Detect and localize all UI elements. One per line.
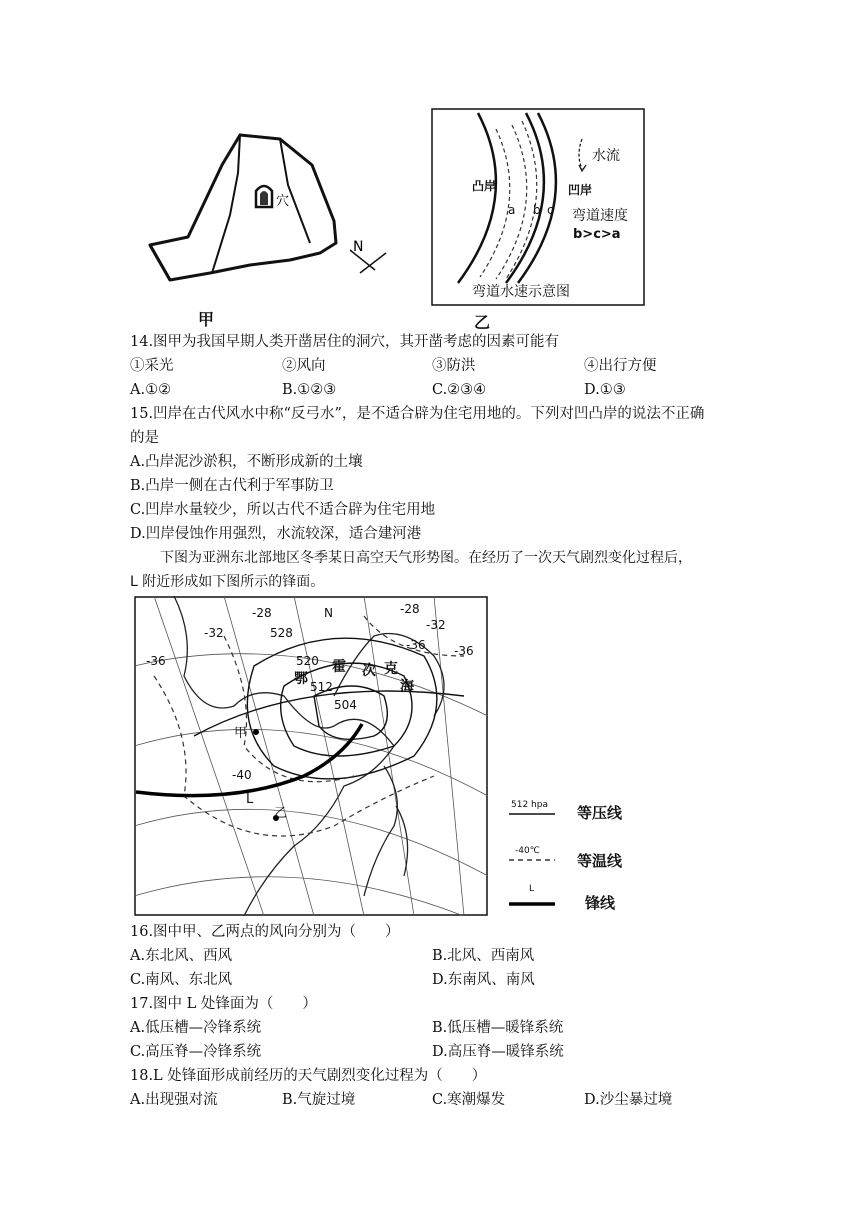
isotherm-label-4: -32 <box>426 618 446 632</box>
q17-stem: 17.图中 L 处锋面为（ ） <box>130 996 317 1012</box>
q15-option-b[interactable]: B.凸岸一侧在古代利于军事防卫 <box>130 478 334 494</box>
q17-option-b[interactable]: B.低压槽—暖锋系统 <box>432 1020 564 1036</box>
bend-caption: 弯道水速示意图 <box>472 284 570 300</box>
isotherm-label-5: -36 <box>146 654 166 668</box>
water-flow-label: 水流 <box>592 148 620 164</box>
isobar-512: 512 <box>310 680 333 694</box>
q17-option-c[interactable]: C.高压脊—冷锋系统 <box>130 1044 262 1060</box>
q18-option-c[interactable]: C.寒潮爆发 <box>432 1092 506 1108</box>
q14-item-4: ④出行方便 <box>584 358 657 374</box>
weather-map <box>134 596 488 916</box>
figure-jia-label: 甲 <box>198 310 215 329</box>
isotherm-label-1: -28 <box>252 606 272 620</box>
q14-item-2: ②风向 <box>282 358 326 374</box>
q16-option-d[interactable]: D.东南风、南风 <box>432 972 535 988</box>
q16-option-b[interactable]: B.北风、西南风 <box>432 948 535 964</box>
speed-order-label: b>c>a <box>573 227 621 242</box>
q14-option-c[interactable]: C.②③④ <box>432 382 487 398</box>
q18-stem: 18.L 处锋面形成前经历的天气剧烈变化过程为（ ） <box>130 1068 487 1084</box>
convex-bank-label: 凸岸 <box>472 179 497 193</box>
isotherm-label-2: -28 <box>400 602 420 616</box>
q14-item-1: ①采光 <box>130 358 174 374</box>
isotherm-label-7: -36 <box>454 644 474 658</box>
q18-option-a[interactable]: A.出现强对流 <box>130 1092 218 1108</box>
isobar-520: 520 <box>296 654 319 668</box>
isotherm-label-3: -32 <box>204 626 224 640</box>
point-yi-label: 乙 <box>274 806 288 821</box>
q16-stem: 16.图中甲、乙两点的风向分别为（ ） <box>130 924 400 940</box>
q14-option-d[interactable]: D.①③ <box>584 382 626 398</box>
q14-option-b[interactable]: B.①②③ <box>282 382 337 398</box>
point-jia-marker <box>253 729 259 735</box>
legend-isotherm-sample: -40℃ <box>515 846 540 856</box>
legend-front-label: 锋线 <box>585 894 616 912</box>
legend-front-sample: L <box>529 884 535 894</box>
q14-item-3: ③防洪 <box>432 358 476 374</box>
q15-stem-line2: 的是 <box>130 430 159 446</box>
cave-icon <box>256 186 272 207</box>
intro-line1: 下图为亚洲东北部地区冬季某日高空天气形势图。在经历了一次天气剧烈变化过程后， <box>160 550 692 566</box>
q15-option-a[interactable]: A.凸岸泥沙淤积，不断形成新的土壤 <box>130 454 363 470</box>
q17-option-d[interactable]: D.高压脊—暖锋系统 <box>432 1044 564 1060</box>
isobar-528: 528 <box>270 626 293 640</box>
q14-option-a[interactable]: A.①② <box>130 382 172 398</box>
q18-option-d[interactable]: D.沙尘暴过境 <box>584 1092 673 1108</box>
legend-isobar-sample: 512 hpa <box>511 800 548 810</box>
north-label: N <box>353 239 364 255</box>
isobar-504: 504 <box>334 698 357 712</box>
isotherm-label-8: -40 <box>232 768 252 782</box>
intro-line2: L 附近形成如下图所示的锋面。 <box>130 574 325 590</box>
q15-option-d[interactable]: D.凹岸侵蚀作用强烈，水流较深，适合建河港 <box>130 526 422 542</box>
bend-speed-label: 弯道速度 <box>572 208 628 224</box>
cave-label: 穴 <box>276 194 290 209</box>
sea-label-2: 霍 <box>332 659 346 675</box>
sea-label-3: 次 <box>362 663 376 679</box>
q14-stem: 14.图甲为我国早期人类开凿居住的洞穴，其开凿考虑的因素可能有 <box>130 334 560 350</box>
map-legend <box>505 798 655 918</box>
map-north: N <box>324 606 333 620</box>
q18-option-b[interactable]: B.气旋过境 <box>282 1092 356 1108</box>
figure-yi <box>430 107 646 307</box>
sea-label-1: 鄂 <box>294 671 308 687</box>
figure-jia <box>140 125 410 335</box>
concave-bank-label: 凹岸 <box>568 183 593 197</box>
b-label: b <box>533 203 541 217</box>
q15-option-c[interactable]: C.凹岸水量较少，所以古代不适合辟为住宅用地 <box>130 502 436 518</box>
point-jia-label: 甲 <box>234 726 248 741</box>
q15-stem-line1: 15.凹岸在古代风水中称“反弓水”，是不适合辟为住宅用地的。下列对凹凸岸的说法不正确 <box>130 406 705 422</box>
sea-label-5: 海 <box>400 679 414 695</box>
legend-isobar-label: 等压线 <box>577 804 623 822</box>
isotherm-label-6: -36 <box>406 638 426 652</box>
front-label: L <box>246 792 254 807</box>
figure-yi-label: 乙 <box>474 313 491 332</box>
q16-option-a[interactable]: A.东北风、西风 <box>130 948 233 964</box>
legend-isotherm-label: 等温线 <box>577 852 623 870</box>
c-label: c <box>547 203 554 217</box>
q17-option-a[interactable]: A.低压槽—冷锋系统 <box>130 1020 262 1036</box>
a-label: a <box>508 203 516 217</box>
q16-option-c[interactable]: C.南风、东北风 <box>130 972 233 988</box>
sea-label-4: 克 <box>384 661 398 677</box>
